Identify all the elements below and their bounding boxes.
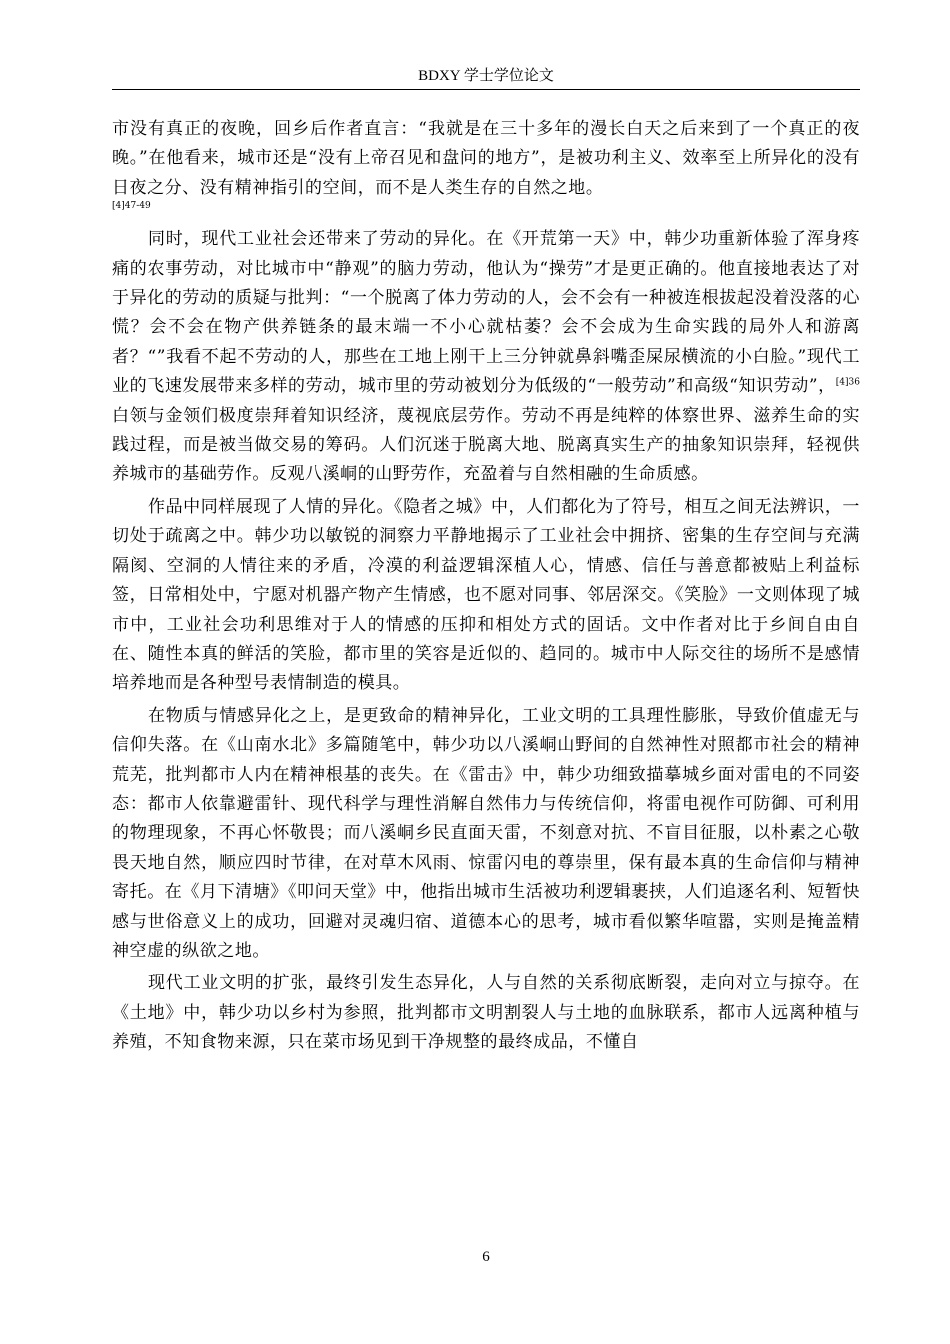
- paragraph-2: [112, 225, 860, 490]
- citation-4-36: [4]36: [835, 377, 860, 388]
- paragraph-2-text-b: 白领与金领们极度崇拜着知识经济，蔑视底层劳作。劳动不再是纯粹的体察世界、滋养生命的实践过程，而是被当做交易的筹码。人们沉迷于脱离大地、脱离真实生产的抽象知识崇拜，轻视供养城市的基础劳作。反观八溪峒的山野劳作，充盈着与自然相融的生命质感。: [112, 405, 860, 485]
- paragraph-1: [112, 115, 860, 212]
- paragraph-5: 现代工业文明的扩张，最终引发生态异化，人与自然的关系彻底断裂，走向对立与掠夺。在《土地》中，韩少功以乡村为参照，批判都市文明割裂人与土地的血脉联系，都市人远离种植与养殖，不知食物来源，只在菜市场见到干净规整的最终成品，不懂自: [112, 973, 860, 1053]
- paragraph-3: 作品中同样展现了人情的异化。《隐者之城》中，人们都化为了符号，相互之间无法辨识，一切处于疏离之中。韩少功以敏锐的洞察力平静地揭示了工业社会中拥挤、密集的生存空间与充满隔阂、空洞的人情往来的矛盾，冷漠的利益逻辑深植人心，情感、信任与善意都被贴上利益标签，日常相处中，宁愿对机器产物产生情感，也不愿对同事、邻居深交。《笑脸》一文则体现了城市中，工业社会功利思维对于人的情感的压抑和相处方式的固话。文中作者对比于乡间自由自在、随性本真的鲜活的笑脸，都市里的笑容是近似的、趋同的。城市中人际交往的场所不是感情培养地而是各种型号表情制造的模具。: [112, 496, 860, 694]
- paragraph-1-text: 市没有真正的夜晚，回乡后作者直言：“我就是在三十多年的漫长白天之后来到了一个真正的夜晚。”在他看来，城市还是“没有上帝召见和盘问的地方”，是被功利主义、效率至上所异化的没有日夜之分、没有精神指引的空间，而不是人类生存的自然之地。: [112, 119, 860, 198]
- running-header: BDXY 学士学位论文: [418, 68, 554, 84]
- citation-4-47-49: [4]47-49: [112, 201, 151, 212]
- body-text: [112, 115, 860, 1058]
- paragraph-4: 在物质与情感异化之上，是更致命的精神异化，工业文明的工具理性膨胀，导致价值虚无与信仰失落。在《山南水北》多篇随笔中，韩少功以八溪峒山野间的自然神性对照都市社会的精神荒芜，批判都市人内在精神根基的丧失。在《雷击》中，韩少功细致描摹城乡面对雷电的不同姿态：都市人依靠避雷针、现代科学与理性消解自然伟力与传统信仰，将雷电视作可防御、可利用的物理现象，不再心怀敬畏；而八溪峒乡民直面天雷，不刻意对抗、不盲目征服，以朴素之心敬畏天地自然，顺应四时节律，在对草木风雨、惊雷闪电的尊崇里，保有最本真的生命信仰与精神寄托。在《月下清塘》《叩问天堂》中，他指出城市生活被功利逻辑裹挟，人们追逐名利、短暂快感与世俗意义上的成功，回避对灵魂归宿、道德本心的思考，城市看似繁华喧嚣，实则是掩盖精神空虚的纵欲之地。: [112, 705, 860, 961]
- header-rule: [112, 89, 860, 90]
- paragraph-2-text-a: 同时，现代工业社会还带来了劳动的异化。在《开荒第一天》中，韩少功重新体验了浑身疼痛的农事劳动，对比城市中“静观”的脑力劳动，他认为“操劳”才是更正确的。他直接地表达了对于异化的劳动的质疑与批判：“一个脱离了体力劳动的人，会不会有一种被连根拔起没着没落的心慌？会不会在物产供养链条的最末端一不小心就枯萎？会不会成为生命实践的局外人和游离者？“”我看不起不劳动的人，那些在工地上刚干上三分钟就鼻斜嘴歪屎尿横流的小白脸。”现代工业的飞速发展带来多样的劳动，城市里的劳动被划分为低级的“一般劳动”和高级“知识劳动”，: [112, 229, 860, 397]
- page-number: 6: [482, 1249, 490, 1265]
